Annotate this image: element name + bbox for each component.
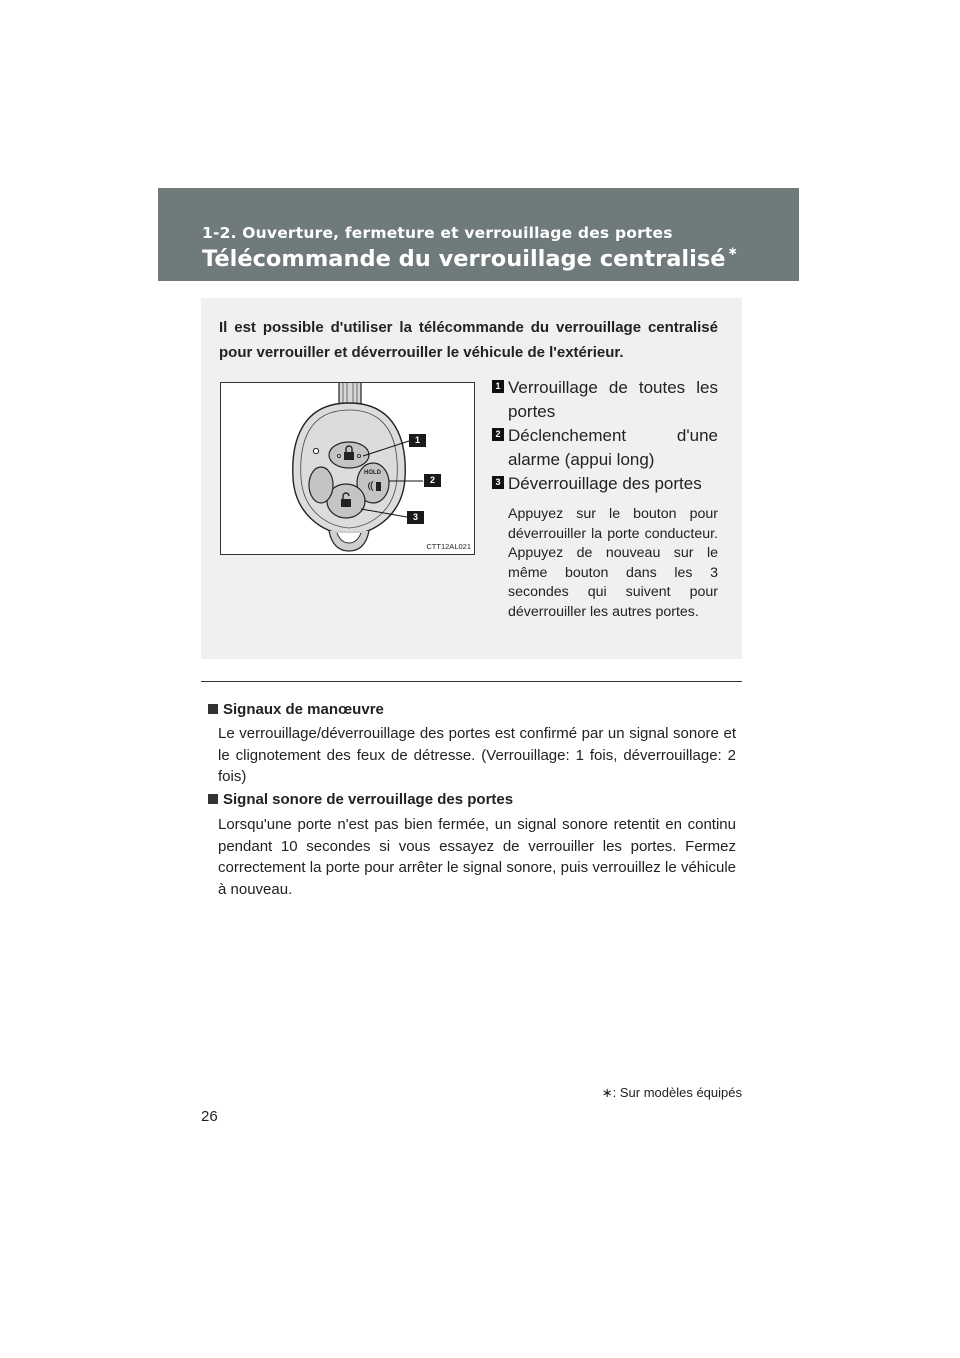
footnote-marker: ∗ <box>727 244 738 258</box>
chapter-header <box>158 188 799 281</box>
square-bullet-icon <box>208 704 218 714</box>
item-label: Verrouillage de toutes les portes <box>508 378 718 421</box>
trunk-button <box>309 467 333 503</box>
horn-icon <box>376 482 381 491</box>
callout-1: 1 <box>409 434 426 447</box>
figure-code: CTT12AL021 <box>426 542 471 551</box>
led-indicator <box>313 448 318 453</box>
item-number-badge: 2 <box>492 428 504 441</box>
hold-label: HOLD <box>364 470 381 476</box>
unlock-note: Appuyez sur le bouton pour déverrouiller la porte conducteur. Appuyez de nouveau sur le même bouton dans les 3 secondes qui suivent pour déverrouiller les autres portes. <box>508 506 718 620</box>
list-item-3 <box>492 472 718 496</box>
section-divider <box>201 681 742 682</box>
page-number: 26 <box>201 1108 218 1125</box>
lock-icon <box>344 452 354 460</box>
remote-key-drawing <box>221 383 474 554</box>
paragraph-maneuver-signals: Le verrouillage/déverrouillage des portes est confirmé par un signal sonore et le clignotement des feux de détresse. (Verrouillage: 1 fois, déverrouillage: 2 fois) <box>218 725 736 785</box>
page-title-text: Télécommande du verrouillage centralisé <box>202 246 726 272</box>
footnote: ∗: Sur modèles équipés <box>601 1085 742 1100</box>
item-label: Déverrouillage des portes <box>508 474 702 493</box>
intro-text: Il est possible d'utiliser la télécommande du verrouillage centralisé pour verrouiller et déverrouiller le véhicule de l'extérieur. <box>219 319 718 361</box>
unlock-icon <box>341 499 351 507</box>
heading-text: Signaux de manœuvre <box>223 701 384 718</box>
paragraph-lock-buzzer: Lorsqu'une porte n'est pas bien fermée, un signal sonore retentit en continu pendant 10 secondes si vous essayez de verrouiller les portes. Fermez correctement la porte pour arrêter le signal sonore, puis verrouillez le véhicule à nouveau. <box>218 816 736 898</box>
heading-maneuver-signals <box>208 701 384 718</box>
page-title <box>202 246 738 272</box>
remote-key-illustration <box>220 382 475 555</box>
list-item-1 <box>492 376 718 424</box>
item-number-badge: 1 <box>492 380 504 393</box>
heading-lock-buzzer <box>208 791 513 808</box>
heading-text: Signal sonore de verrouillage des portes <box>223 791 514 808</box>
callout-2: 2 <box>424 474 441 487</box>
callout-3: 3 <box>407 511 424 524</box>
square-bullet-icon <box>208 794 218 804</box>
item-label: Déclenchement d'une alarme (appui long) <box>508 426 718 469</box>
list-item-2 <box>492 424 718 472</box>
section-title: 1-2. Ouverture, fermeture et verrouillage des portes <box>202 224 673 242</box>
item-number-badge: 3 <box>492 476 504 489</box>
